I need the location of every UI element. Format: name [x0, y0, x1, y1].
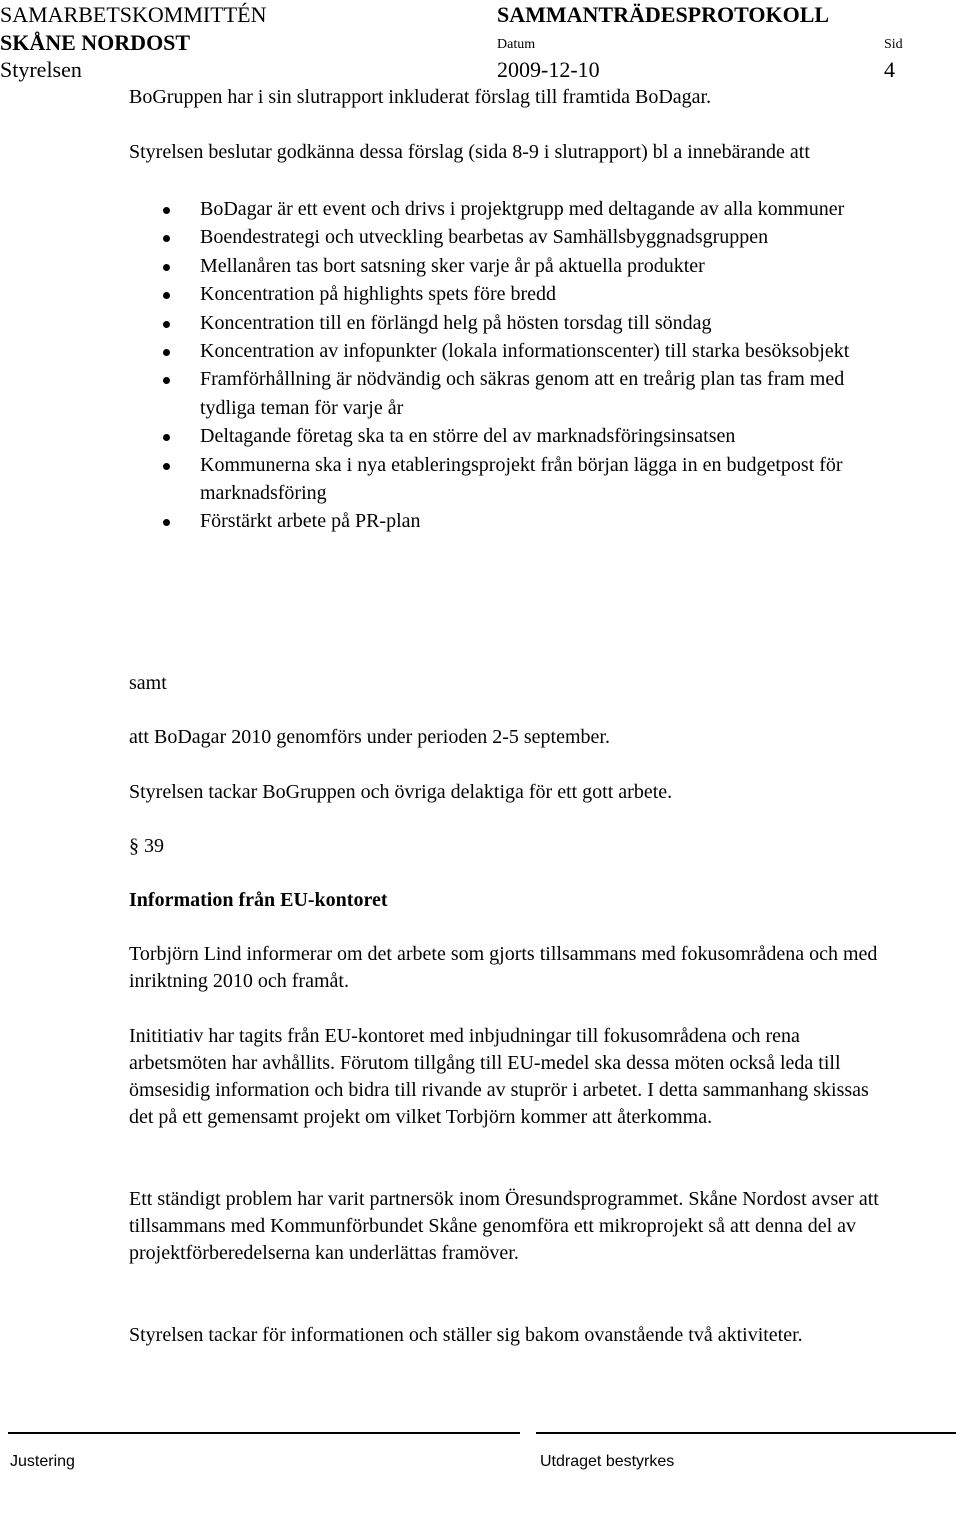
bullet-icon	[163, 349, 170, 356]
thanks-text: Styrelsen tackar BoGruppen och övriga delaktiga för ett gott arbete.	[129, 781, 673, 803]
section-number: § 39	[129, 835, 164, 857]
list-item: Koncentration på highlights spets före bredd	[160, 280, 880, 308]
bullet-icon	[163, 207, 170, 214]
att-line: att BoDagar 2010 genomförs under perioden 2-5 september.	[129, 726, 610, 748]
bullet-icon	[163, 463, 170, 470]
footer-rule-left	[8, 1432, 520, 1434]
list-item: Mellanåren tas bort satsning sker varje år på aktuella produkter	[160, 252, 880, 280]
page-label: Sid	[884, 37, 903, 52]
utdraget-label: Utdraget bestyrkes	[540, 1453, 675, 1470]
footer-rule-right	[536, 1432, 956, 1434]
list-item: Deltagande företag ska ta en större del av marknadsföringsinsatsen	[160, 422, 880, 450]
list-item: Koncentration av infopunkter (lokala informationscenter) till starka besöksobjekt	[160, 337, 880, 365]
date-label: Datum	[497, 37, 536, 52]
section-title: Information från EU-kontoret	[129, 889, 388, 911]
list-item: Boendestrategi och utveckling bearbetas av Samhällsbyggnadsgruppen	[160, 223, 880, 251]
samt-text: samt	[129, 672, 167, 694]
org-subname: SKÅNE NORDOST	[0, 30, 191, 55]
list-item: Framförhållning är nödvändig och säkras genom att en treårig plan tas fram med tydliga teman för varje år	[160, 365, 880, 422]
org-name: SAMARBETSKOMMITTÉN	[0, 2, 267, 27]
document-title: SAMMANTRÄDESPROTOKOLL	[497, 2, 830, 27]
date-value: 2009-12-10	[497, 57, 600, 82]
list-item: Kommunerna ska i nya etableringsprojekt från början lägga in en budgetpost för marknadsföring	[160, 451, 880, 508]
list-item: Förstärkt arbete på PR-plan	[160, 507, 880, 535]
bullet-icon	[163, 377, 170, 384]
intro-paragraph: BoGruppen har i sin slutrapport inkluderat förslag till framtida BoDagar.	[129, 86, 712, 108]
paragraph-4: Styrelsen tackar för informationen och ställer sig bakom ovanstående två aktiviteter.	[129, 1324, 803, 1346]
bullet-icon	[163, 321, 170, 328]
proposal-list	[160, 195, 880, 536]
paragraph-1: Torbjörn Lind informerar om det arbete som gjorts tillsammans med fokusområdena och med inriktning 2010 och framåt.	[129, 943, 878, 992]
list-item: Koncentration till en förlängd helg på hösten torsdag till söndag	[160, 309, 880, 337]
paragraph-3: Ett ständigt problem har varit partnersök inom Öresundsprogrammet. Skåne Nordost avser att tillsammans med Kommunförbundet Skåne genomföra ett mikroprojekt så att denna del av projektförberedelserna kan underlättas framöver.	[129, 1188, 879, 1264]
justering-label: Justering	[10, 1453, 75, 1470]
bullet-icon	[163, 235, 170, 242]
bullet-icon	[163, 434, 170, 441]
list-item: BoDagar är ett event och drivs i projektgrupp med deltagande av alla kommuner	[160, 195, 880, 223]
bullet-icon	[163, 264, 170, 271]
page-number: 4	[884, 57, 895, 82]
board-name: Styrelsen	[0, 57, 82, 82]
bullet-icon	[163, 292, 170, 299]
paragraph-2: Inititiativ har tagits från EU-kontoret med inbjudningar till fokusområdena och rena arbetsmöten har avhållits. Förutom tillgång till EU-medel ska dessa möten också leda till ömsesidig information och bidra till rivande av stuprör i arbetet. I detta sammanhang skissas det på ett gemensamt projekt om vilket Torbjörn kommer att återkomma.	[129, 1025, 869, 1128]
decision-paragraph: Styrelsen beslutar godkänna dessa förslag (sida 8-9 i slutrapport) bl a innebärande att	[129, 141, 810, 163]
bullet-icon	[163, 519, 170, 526]
